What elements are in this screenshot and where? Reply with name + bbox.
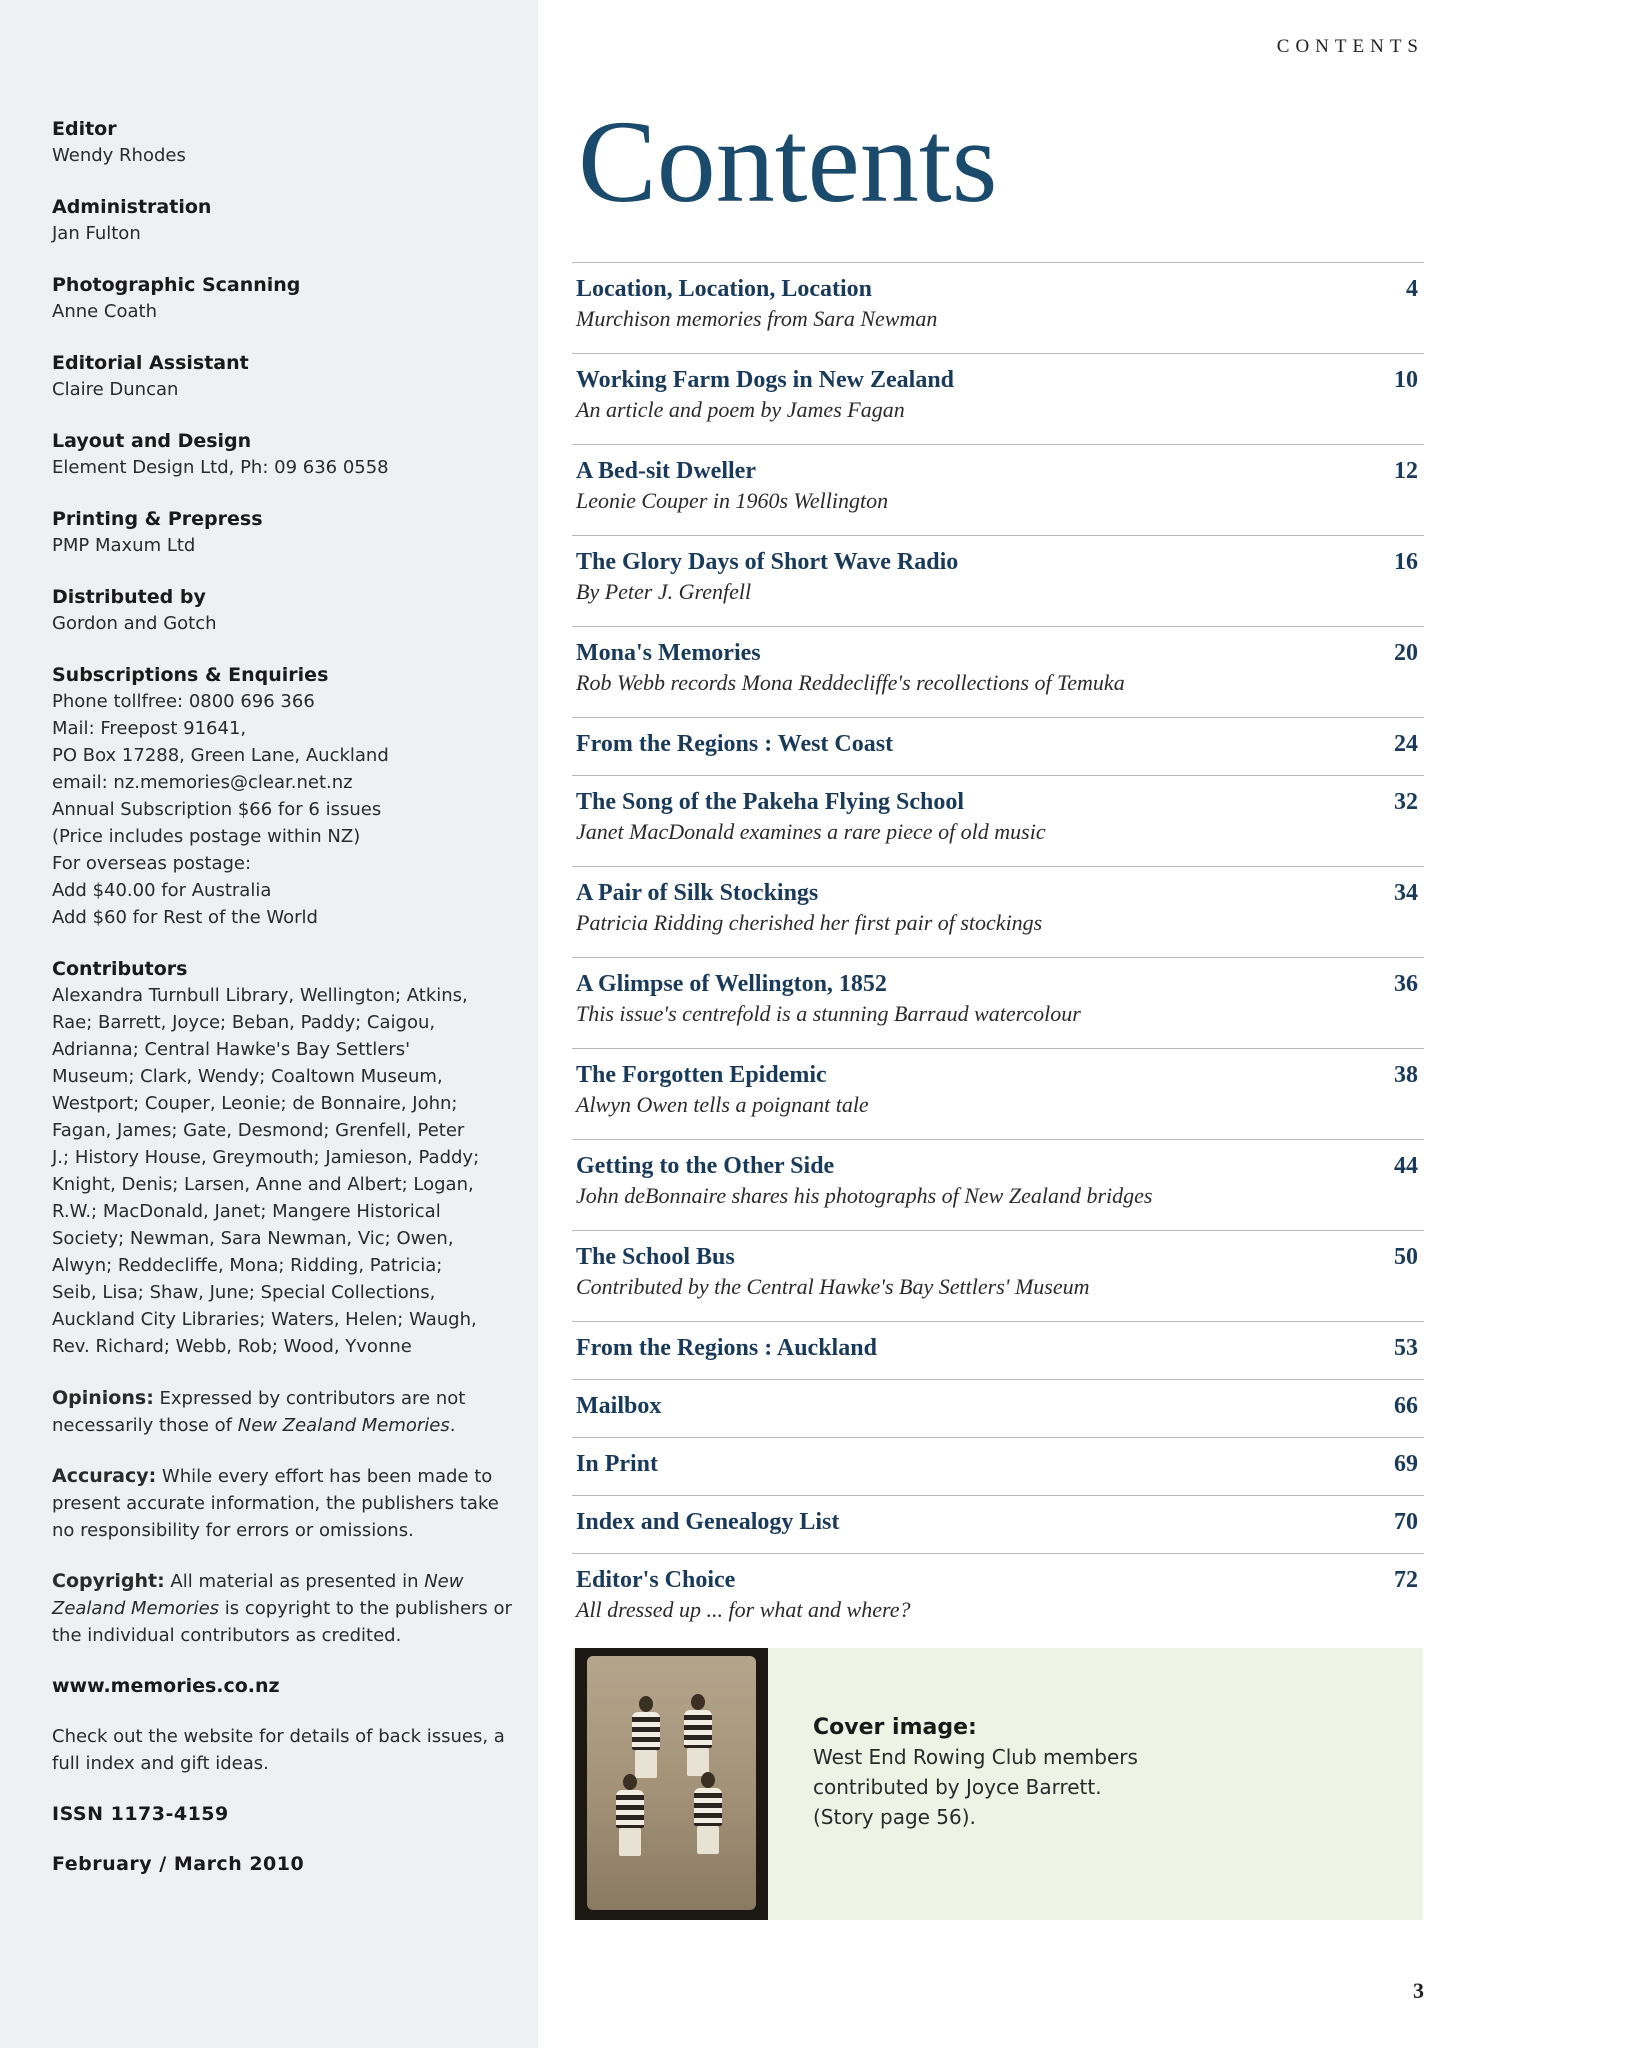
credit-value: Rae; Barrett, Joyce; Beban, Paddy; Caigou, bbox=[52, 1012, 436, 1033]
cover-line: (Story page 56). bbox=[813, 1805, 976, 1829]
credit-block bbox=[52, 662, 522, 931]
toc-entry[interactable] bbox=[572, 717, 1424, 775]
toc-entry[interactable] bbox=[572, 353, 1424, 444]
credit-value: Gordon and Gotch bbox=[52, 613, 217, 634]
credit-value: Alwyn; Reddecliffe, Mona; Ridding, Patricia; bbox=[52, 1255, 443, 1276]
credit-value: PO Box 17288, Green Lane, Auckland bbox=[52, 745, 389, 766]
toc-entry-title: From the Regions : West Coast bbox=[576, 731, 894, 757]
toc-entry[interactable] bbox=[572, 444, 1424, 535]
toc-entry[interactable] bbox=[572, 626, 1424, 717]
credit-heading: Printing & Prepress bbox=[52, 508, 263, 530]
credit-value: Add $40.00 for Australia bbox=[52, 880, 272, 901]
toc-entry-title: From the Regions : Auckland bbox=[576, 1335, 877, 1361]
credit-heading: Subscriptions & Enquiries bbox=[52, 664, 329, 686]
issue-date: February / March 2010 bbox=[52, 1853, 305, 1875]
page-number: 3 bbox=[1413, 1978, 1424, 2003]
credit-value: Element Design Ltd, Ph: 09 636 0558 bbox=[52, 457, 389, 478]
toc-entry-subtitle: Alwyn Owen tells a poignant tale bbox=[576, 1092, 869, 1117]
toc-entry[interactable] bbox=[572, 535, 1424, 626]
credit-block bbox=[52, 584, 522, 637]
toc-entry-page: 32 bbox=[1394, 789, 1418, 815]
credit-heading: Contributors bbox=[52, 958, 188, 980]
credit-value: Phone tollfree: 0800 696 366 bbox=[52, 691, 315, 712]
rower-figure bbox=[629, 1696, 663, 1778]
toc-entry-subtitle: All dressed up ... for what and where? bbox=[576, 1597, 911, 1622]
page-title: Contents bbox=[578, 96, 998, 227]
credit-list bbox=[52, 116, 522, 1360]
credit-value: Annual Subscription $66 for 6 issues bbox=[52, 799, 382, 820]
credit-value: Jan Fulton bbox=[52, 223, 141, 244]
toc-entry-title: Editor's Choice bbox=[576, 1567, 736, 1593]
credit-value: Adrianna; Central Hawke's Bay Settlers' bbox=[52, 1039, 411, 1060]
credit-value: Westport; Couper, Leonie; de Bonnaire, John; bbox=[52, 1093, 458, 1114]
credit-heading: Layout and Design bbox=[52, 430, 252, 452]
credit-value: Rev. Richard; Webb, Rob; Wood, Yvonne bbox=[52, 1336, 412, 1357]
toc-entry-title: The School Bus bbox=[576, 1244, 735, 1270]
toc-entry-subtitle: Leonie Couper in 1960s Wellington bbox=[576, 488, 889, 513]
accuracy-note: Accuracy: While every effort has been made to present accurate information, the publishers take no responsibility for errors or omissions. bbox=[52, 1465, 499, 1541]
credit-value: R.W.; MacDonald, Janet; Mangere Historical bbox=[52, 1201, 441, 1222]
toc-entry-subtitle: Murchison memories from Sara Newman bbox=[576, 306, 938, 331]
toc-entry-subtitle: An article and poem by James Fagan bbox=[576, 397, 905, 422]
credit-block bbox=[52, 956, 522, 1360]
cover-photo bbox=[575, 1648, 768, 1920]
credit-heading: Photographic Scanning bbox=[52, 274, 301, 296]
toc-entry[interactable] bbox=[572, 1321, 1424, 1379]
rower-figure bbox=[681, 1694, 715, 1776]
toc-entry-page: 12 bbox=[1394, 458, 1418, 484]
toc-entry-page: 24 bbox=[1394, 731, 1418, 757]
website-link[interactable]: www.memories.co.nz bbox=[52, 1675, 280, 1697]
credit-block bbox=[52, 350, 522, 403]
toc-entry[interactable] bbox=[572, 1048, 1424, 1139]
toc-entry-subtitle: Janet MacDonald examines a rare piece of old music bbox=[576, 819, 1046, 844]
credit-block bbox=[52, 272, 522, 325]
copyright-note: Copyright: All material as presented in New Zealand Memories is copyright to the publishers or the individual contributors as credited. bbox=[52, 1570, 512, 1646]
credit-value: Knight, Denis; Larsen, Anne and Albert; Logan, bbox=[52, 1174, 474, 1195]
toc-entry-title: The Forgotten Epidemic bbox=[576, 1062, 827, 1088]
credit-block bbox=[52, 194, 522, 247]
toc-entry[interactable] bbox=[572, 1495, 1424, 1553]
toc-entry-page: 20 bbox=[1394, 640, 1418, 666]
toc-entry-page: 50 bbox=[1394, 1244, 1418, 1270]
toc-entry-title: Getting to the Other Side bbox=[576, 1153, 835, 1179]
toc-entry-page: 53 bbox=[1394, 1335, 1418, 1361]
toc-entry[interactable] bbox=[572, 866, 1424, 957]
toc-entry-title: Index and Genealogy List bbox=[576, 1509, 840, 1535]
credit-value: Mail: Freepost 91641, bbox=[52, 718, 247, 739]
section-label: CONTENTS bbox=[1276, 36, 1424, 57]
toc-entry-page: 4 bbox=[1406, 276, 1418, 302]
toc-entry-title: A Pair of Silk Stockings bbox=[576, 880, 819, 906]
credit-value: Alexandra Turnbull Library, Wellington; Atkins, bbox=[52, 985, 468, 1006]
rower-figure bbox=[613, 1774, 647, 1856]
toc-entry-page: 38 bbox=[1394, 1062, 1418, 1088]
toc-entry-page: 69 bbox=[1394, 1451, 1418, 1477]
toc-entry-subtitle: Rob Webb records Mona Reddecliffe's recollections of Temuka bbox=[576, 670, 1125, 695]
toc-entry[interactable] bbox=[572, 262, 1424, 353]
toc-entry-page: 10 bbox=[1394, 367, 1418, 393]
cover-line: West End Rowing Club members bbox=[813, 1745, 1138, 1769]
website-note: Check out the website for details of back issues, a full index and gift ideas. bbox=[52, 1726, 505, 1774]
toc-entry-subtitle: Contributed by the Central Hawke's Bay Settlers' Museum bbox=[576, 1274, 1090, 1299]
toc-entry-page: 72 bbox=[1394, 1567, 1418, 1593]
credit-value: Claire Duncan bbox=[52, 379, 179, 400]
toc-entry-title: A Glimpse of Wellington, 1852 bbox=[576, 971, 887, 997]
opinions-note: Opinions: Expressed by contributors are not necessarily those of New Zealand Memories. bbox=[52, 1387, 466, 1436]
masthead-credits bbox=[52, 116, 522, 1901]
toc-entry-title: A Bed-sit Dweller bbox=[576, 458, 756, 484]
credit-value: J.; History House, Greymouth; Jamieson, Paddy; bbox=[52, 1147, 480, 1168]
toc-entry-subtitle: By Peter J. Grenfell bbox=[576, 579, 752, 604]
credit-heading: Editor bbox=[52, 118, 117, 140]
credit-value: Seib, Lisa; Shaw, June; Special Collections, bbox=[52, 1282, 436, 1303]
cover-line: contributed by Joyce Barrett. bbox=[813, 1775, 1102, 1799]
toc-entry-subtitle: Patricia Ridding cherished her first pair of stockings bbox=[576, 910, 1043, 935]
toc-entry-subtitle: This issue's centrefold is a stunning Barraud watercolour bbox=[576, 1001, 1081, 1026]
toc-entry-title: In Print bbox=[576, 1451, 659, 1477]
toc-entry-title: Location, Location, Location bbox=[576, 276, 873, 302]
toc-entry-title: The Song of the Pakeha Flying School bbox=[576, 789, 965, 815]
credit-value: Museum; Clark, Wendy; Coaltown Museum, bbox=[52, 1066, 443, 1087]
credit-block bbox=[52, 428, 522, 481]
credit-block bbox=[52, 506, 522, 559]
toc-entry[interactable] bbox=[572, 1230, 1424, 1321]
credit-value: Society; Newman, Sara Newman, Vic; Owen, bbox=[52, 1228, 454, 1249]
toc-entry-page: 44 bbox=[1394, 1153, 1418, 1179]
credit-value: Add $60 for Rest of the World bbox=[52, 907, 318, 928]
cover-caption bbox=[813, 1714, 1373, 1832]
credit-value: Auckland City Libraries; Waters, Helen; Waugh, bbox=[52, 1309, 477, 1330]
toc-entry[interactable] bbox=[572, 1553, 1424, 1644]
toc-entry-page: 70 bbox=[1394, 1509, 1418, 1535]
credit-value: Fagan, James; Gate, Desmond; Grenfell, Peter bbox=[52, 1120, 465, 1141]
toc-entry[interactable] bbox=[572, 1379, 1424, 1437]
toc-entry-page: 36 bbox=[1394, 971, 1418, 997]
toc-entry-title: Mailbox bbox=[576, 1393, 662, 1419]
toc-entry-title: The Glory Days of Short Wave Radio bbox=[576, 549, 959, 575]
toc-entry-subtitle: John deBonnaire shares his photographs of New Zealand bridges bbox=[576, 1183, 1153, 1208]
credit-value: PMP Maxum Ltd bbox=[52, 535, 196, 556]
rower-figure bbox=[691, 1772, 725, 1854]
credit-heading: Administration bbox=[52, 196, 212, 218]
credit-block bbox=[52, 116, 522, 169]
credit-value: (Price includes postage within NZ) bbox=[52, 826, 361, 847]
toc-entry-title: Mona's Memories bbox=[576, 640, 761, 666]
credit-value: For overseas postage: bbox=[52, 853, 252, 874]
toc-entry-page: 66 bbox=[1394, 1393, 1418, 1419]
table-of-contents bbox=[572, 262, 1424, 1644]
credit-heading: Editorial Assistant bbox=[52, 352, 249, 374]
toc-entry-title: Working Farm Dogs in New Zealand bbox=[576, 367, 955, 393]
credit-value: Wendy Rhodes bbox=[52, 145, 186, 166]
toc-entry[interactable] bbox=[572, 775, 1424, 866]
toc-entry-page: 34 bbox=[1394, 880, 1418, 906]
toc-entry[interactable] bbox=[572, 1437, 1424, 1495]
credit-value: Anne Coath bbox=[52, 301, 158, 322]
masthead-sidebar bbox=[0, 0, 538, 2048]
rowing-club-photo bbox=[587, 1656, 756, 1910]
cover-heading: Cover image: bbox=[813, 1715, 977, 1740]
toc-entry-page: 16 bbox=[1394, 549, 1418, 575]
issn: ISSN 1173-4159 bbox=[52, 1803, 229, 1825]
cover-image-box bbox=[573, 1648, 1423, 1920]
credit-value: email: nz.memories@clear.net.nz bbox=[52, 772, 353, 793]
credit-heading: Distributed by bbox=[52, 586, 206, 608]
toc-entry[interactable] bbox=[572, 1139, 1424, 1230]
toc-entry[interactable] bbox=[572, 957, 1424, 1048]
